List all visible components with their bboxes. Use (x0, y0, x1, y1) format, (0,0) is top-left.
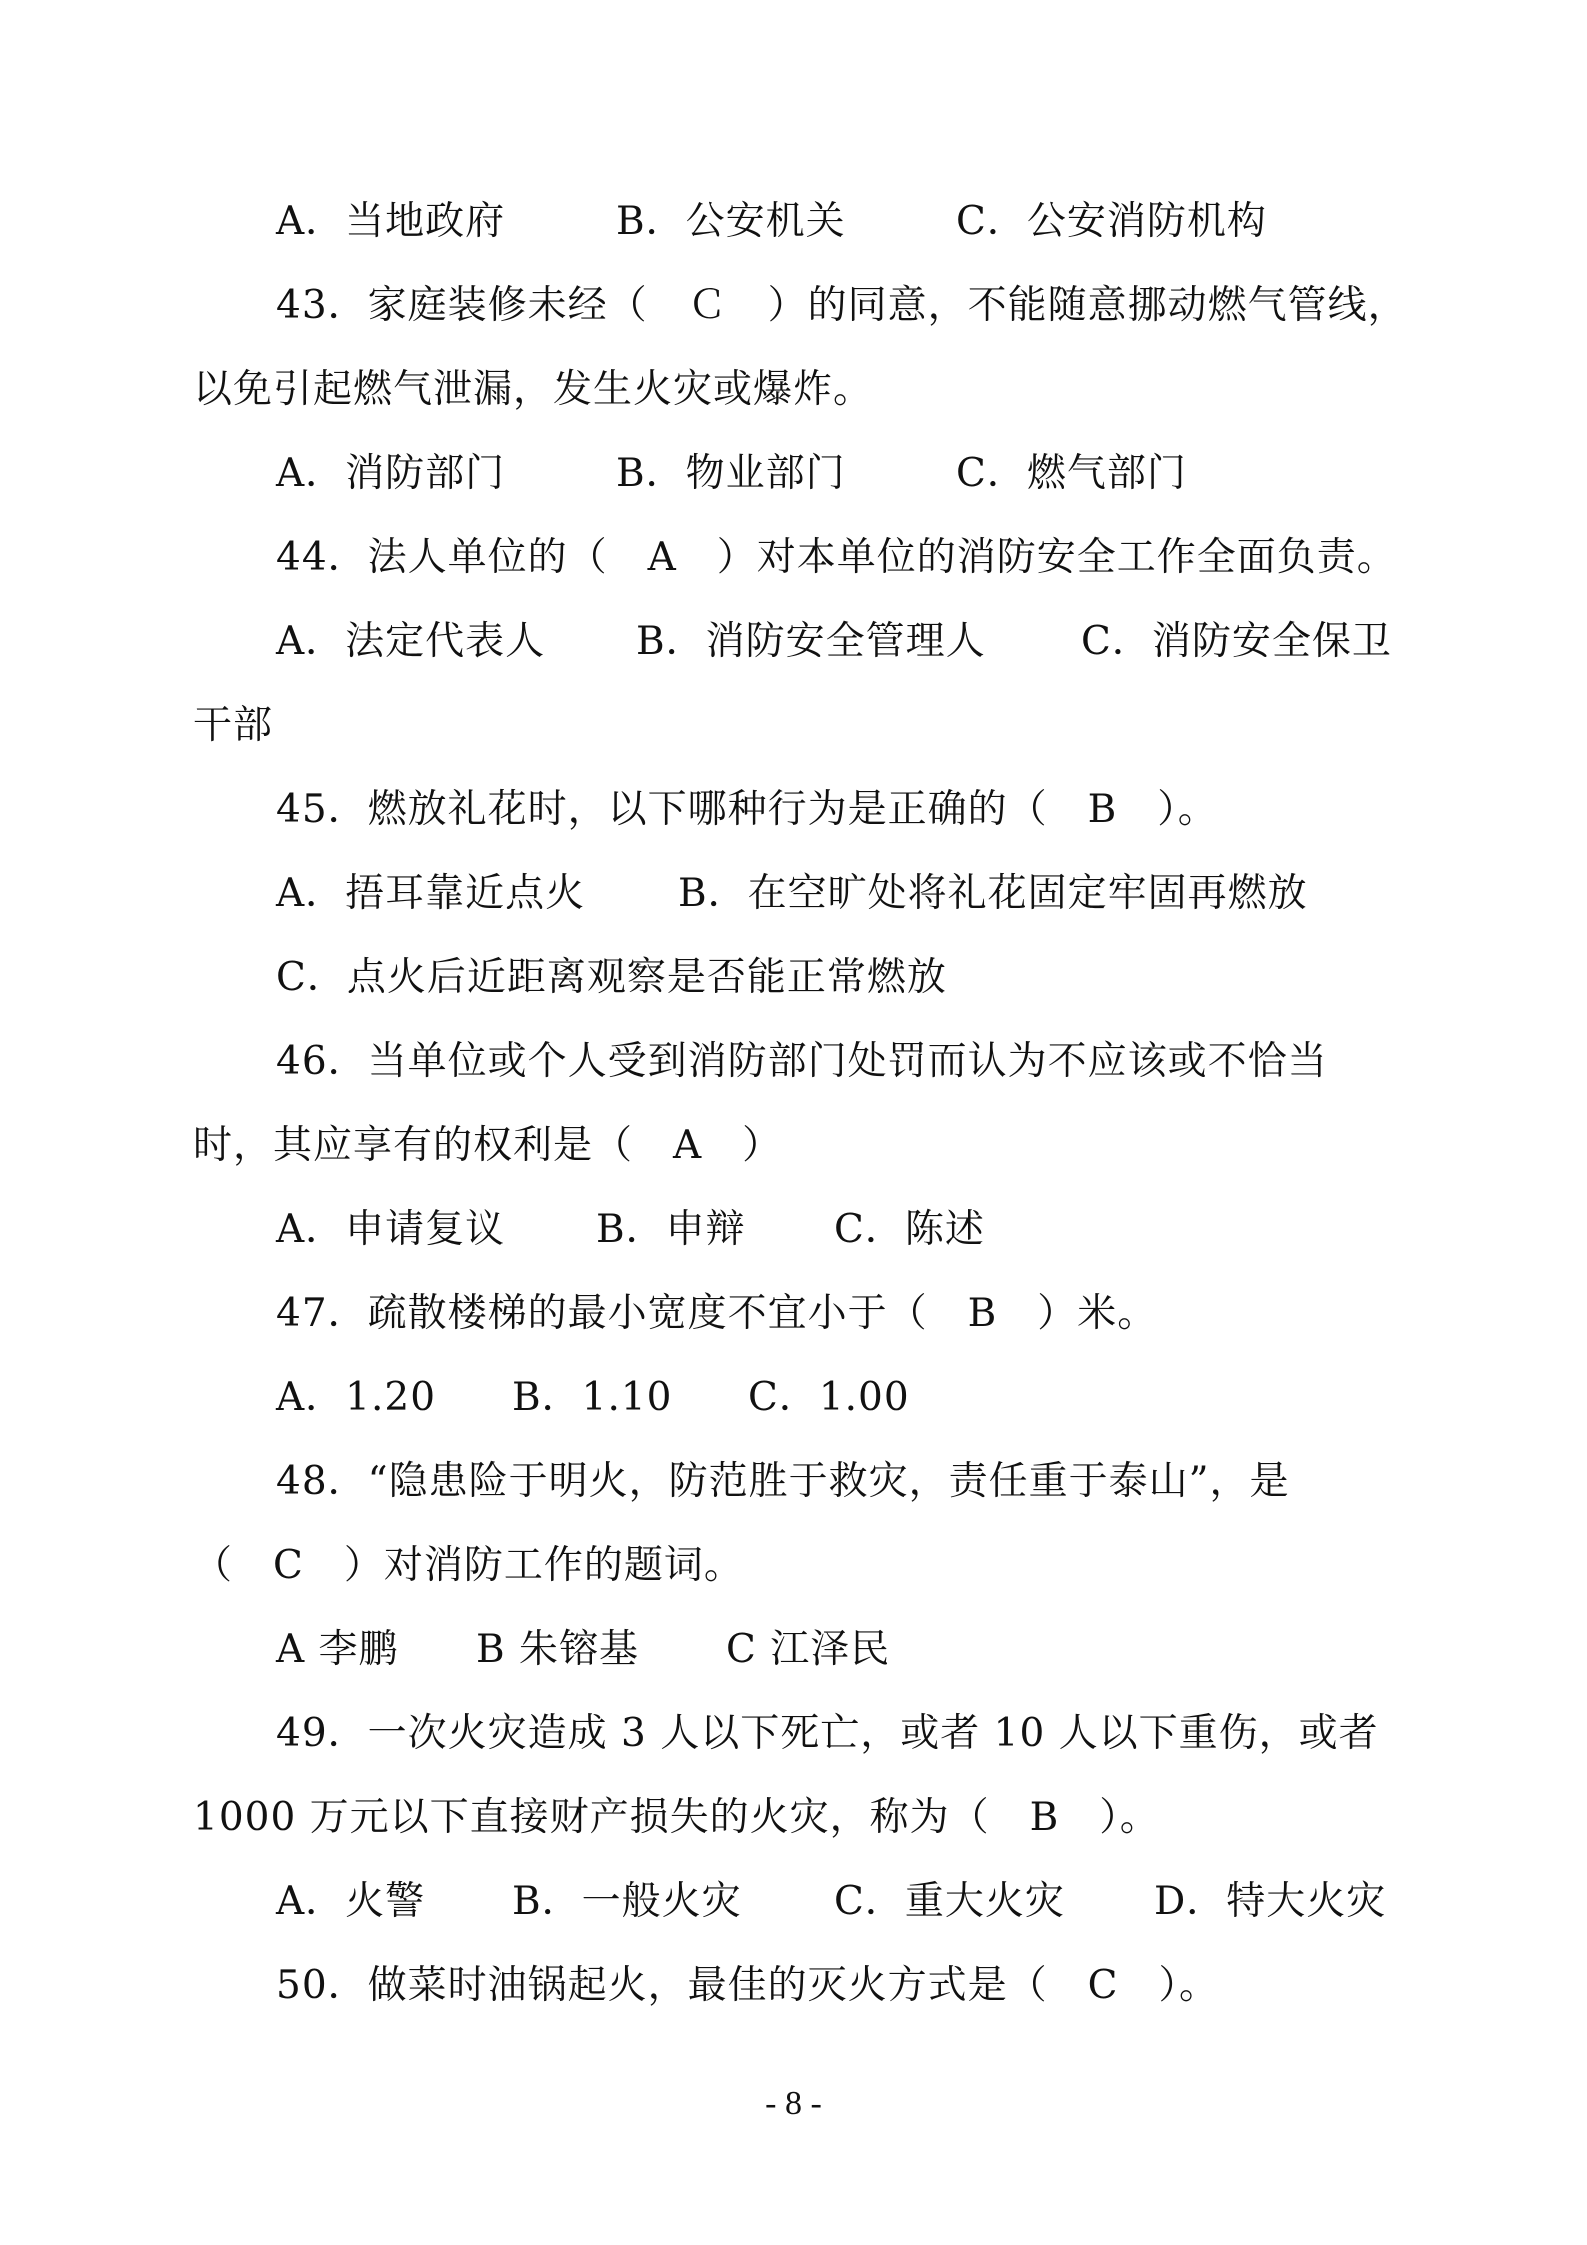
option-a: A．消防部门 (276, 451, 506, 496)
options-line-48 (193, 1608, 1411, 1692)
option-a: A 李鹏 (276, 1627, 399, 1672)
options-line-47 (193, 1356, 1411, 1440)
options-line-42 (193, 180, 1411, 264)
option-a: A．当地政府 (276, 199, 506, 244)
option-b: B．申辩 (596, 1207, 746, 1252)
option-c: C．陈述 (834, 1207, 985, 1252)
option-a: A．1.20 (276, 1375, 437, 1420)
option-c: C．消防安全保卫 (1081, 619, 1392, 664)
option-a: A．申请复议 (276, 1207, 506, 1252)
options-line-45 (193, 852, 1411, 936)
question-45-line-1: 45．燃放礼花时，以下哪种行为是正确的（ B ）。 (276, 787, 1218, 832)
option-c: C．燃气部门 (956, 451, 1187, 496)
option-b: B．消防安全管理人 (636, 619, 986, 664)
page-content (193, 180, 1411, 2028)
question-43-line-1: 43．家庭装修未经（ Ｃ ）的同意，不能随意挪动燃气管线， (276, 283, 1408, 328)
option-a: A．火警 (276, 1879, 426, 1924)
options-line-49 (193, 1860, 1411, 1944)
question-44-line-1: 44．法人单位的（ A ）对本单位的消防安全工作全面负责。 (276, 535, 1397, 580)
option-d: D．特大火灾 (1154, 1879, 1387, 1924)
option-c-line-45: C．点火后近距离观察是否能正常燃放 (276, 955, 947, 1000)
options-line-44-continued: 干部 (193, 703, 274, 748)
option-a: A．捂耳靠近点火 (276, 871, 586, 916)
option-c: C．1.00 (748, 1375, 910, 1420)
question-43-line-2: 以免引起燃气泄漏，发生火灾或爆炸。 (193, 367, 874, 412)
option-a: A．法定代表人 (276, 619, 546, 664)
option-c: C 江泽民 (726, 1627, 891, 1672)
option-b: B．物业部门 (616, 451, 846, 496)
option-b: B 朱镕基 (476, 1627, 640, 1672)
question-46-line-1: 46．当单位或个人受到消防部门处罚而认为不应该或不恰当 (276, 1039, 1328, 1084)
options-line-46 (193, 1188, 1411, 1272)
option-c: C．公安消防机构 (956, 199, 1267, 244)
option-b: B．1.10 (512, 1375, 673, 1420)
question-47-line-1: 47．疏散楼梯的最小宽度不宜小于（ B ）米。 (276, 1291, 1158, 1336)
options-line-44 (193, 600, 1411, 684)
option-b: B．一般火灾 (512, 1879, 742, 1924)
option-c: C．重大火灾 (834, 1879, 1065, 1924)
option-b: B．公安机关 (616, 199, 846, 244)
option-b: B．在空旷处将礼花固定牢固再燃放 (678, 871, 1308, 916)
options-line-43 (193, 432, 1411, 516)
page-number: - 8 - (765, 2085, 822, 2122)
question-49-line-2: 1000 万元以下直接财产损失的火灾，称为（ B ）。 (193, 1795, 1160, 1840)
question-50-line-1: 50．做菜时油锅起火，最佳的灭火方式是（ C ）。 (276, 1963, 1219, 2008)
question-48-line-1: 48．“隐患险于明火，防范胜于救灾，责任重于泰山”，是 (276, 1459, 1290, 1504)
question-46-line-2: 时，其应享有的权利是（ A ） (193, 1123, 783, 1168)
question-48-line-2: （ C ）对消防工作的题词。 (193, 1543, 744, 1588)
question-49-line-1: 49．一次火灾造成 3 人以下死亡，或者 10 人以下重伤，或者 (276, 1711, 1379, 1756)
